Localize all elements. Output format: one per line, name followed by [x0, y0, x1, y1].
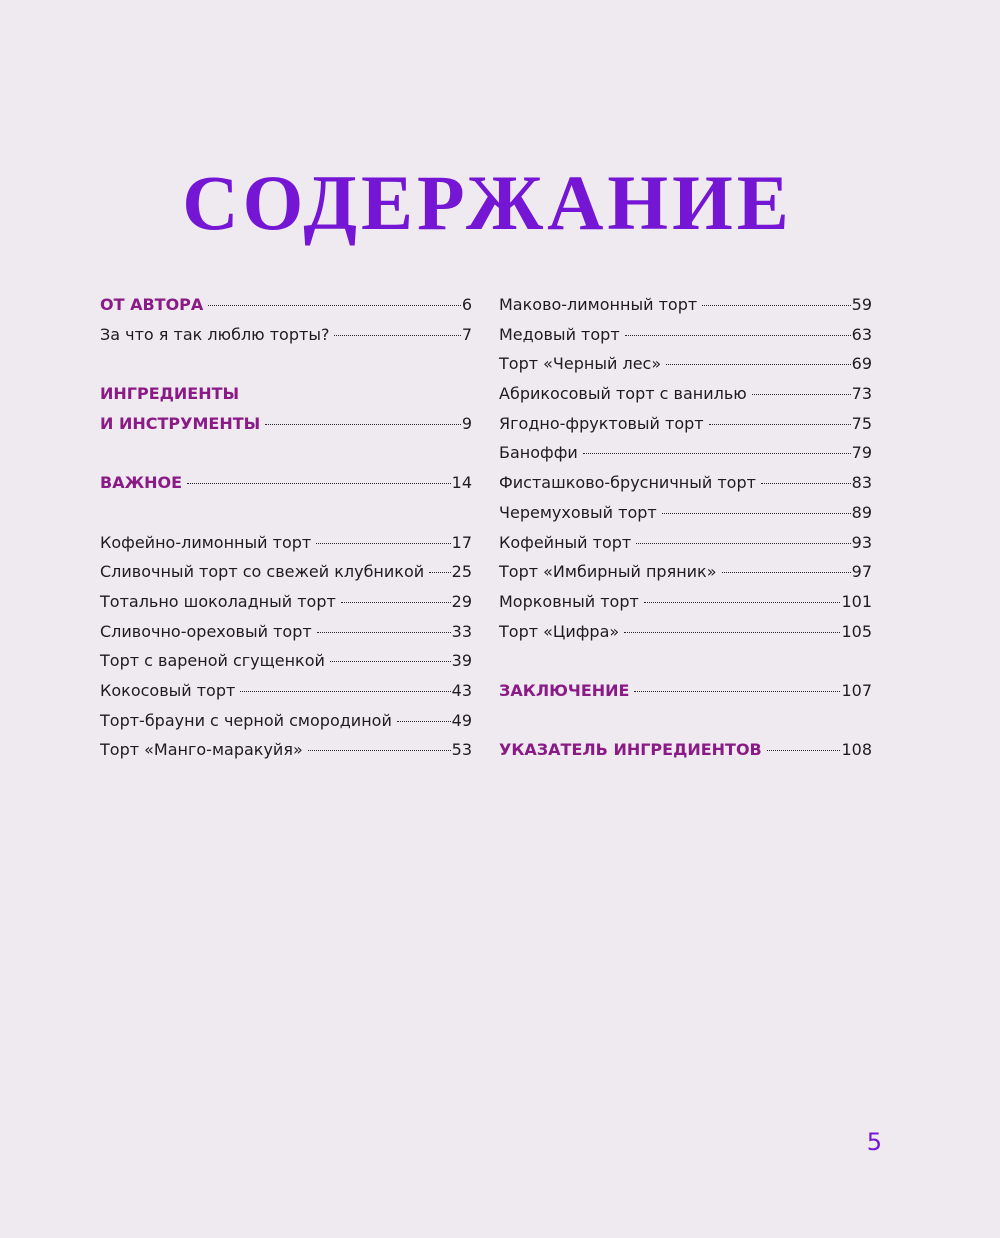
toc-entry-recipe[interactable]	[499, 320, 872, 350]
dot-leader	[308, 749, 451, 751]
toc-entry-label: ИНГРЕДИЕНТЫ	[100, 384, 240, 404]
toc-entry-label: Фисташково-брусничный торт	[499, 473, 756, 493]
dot-leader	[334, 334, 460, 336]
toc-entry-recipe[interactable]	[499, 290, 872, 320]
toc-entry-recipe[interactable]	[499, 498, 872, 528]
toc-entry-label: ВАЖНОЕ	[100, 473, 183, 493]
toc-entry-label: Баноффи	[499, 443, 578, 463]
dot-leader	[761, 482, 851, 484]
toc-right-column	[499, 290, 872, 765]
toc-entry-page: 33	[451, 621, 472, 641]
dot-leader	[316, 542, 450, 544]
toc-entry-page: 53	[451, 740, 472, 760]
toc-entry-label: Тотально шоколадный торт	[100, 591, 336, 611]
toc-entry-label: Черемуховый торт	[499, 502, 657, 522]
toc-entry-recipe[interactable]	[100, 587, 472, 617]
toc-entry-page: 73	[851, 384, 872, 404]
spacer	[100, 349, 472, 379]
toc-entry-recipe[interactable]	[100, 528, 472, 558]
toc-entry-page: 89	[851, 502, 872, 522]
page-title: СОДЕРЖАНИЕ	[182, 159, 793, 247]
toc-entry-label: Торт «Манго-маракуйя»	[100, 740, 303, 760]
dot-leader	[624, 631, 840, 633]
toc-entry-page: 105	[841, 621, 872, 641]
toc-entry-from-author[interactable]	[100, 290, 472, 320]
toc-entry-label: Сливочно-ореховый торт	[100, 621, 312, 641]
toc-entry-page: 97	[851, 562, 872, 582]
toc-entry-page: 63	[851, 324, 872, 344]
toc-entry-page: 107	[841, 680, 872, 700]
toc-entry-ingredients-tools[interactable]	[100, 409, 472, 439]
dot-leader	[187, 482, 451, 484]
toc-entry-label: УКАЗАТЕЛЬ ИНГРЕДИЕНТОВ	[499, 740, 762, 760]
toc-entry-page: 25	[451, 562, 472, 582]
toc-entry-recipe[interactable]	[499, 617, 872, 647]
dot-leader	[644, 601, 841, 603]
toc-entry-page: 7	[461, 324, 472, 344]
toc-entry-label: Кофейно-лимонный торт	[100, 532, 312, 552]
toc-entry-label: Торт «Цифра»	[499, 621, 620, 641]
toc-entry-page: 49	[451, 710, 472, 730]
toc-entry-why-i-love-cakes[interactable]	[100, 320, 472, 350]
toc-entry-label: Кофейный торт	[499, 532, 632, 552]
toc-entry-page: 17	[451, 532, 472, 552]
dot-leader	[397, 720, 451, 722]
toc-entry-page: 69	[851, 354, 872, 374]
toc-entry-label: Морковный торт	[499, 591, 639, 611]
toc-entry-recipe[interactable]	[100, 617, 472, 647]
dot-leader	[767, 749, 841, 751]
dot-leader	[634, 690, 840, 692]
toc-entry-page: 75	[851, 413, 872, 433]
dot-leader	[240, 690, 450, 692]
toc-entry-recipe[interactable]	[499, 587, 872, 617]
dot-leader	[636, 542, 850, 544]
toc-entry-recipe[interactable]	[499, 557, 872, 587]
toc-entry-page: 93	[851, 532, 872, 552]
toc-entry-recipe[interactable]	[499, 409, 872, 439]
toc-entry-ingredients-heading[interactable]	[100, 379, 472, 409]
spacer	[499, 706, 872, 736]
toc-entry-label: Сливочный торт со свежей клубникой	[100, 562, 425, 582]
dot-leader	[208, 304, 461, 306]
toc-entry-page: 39	[451, 651, 472, 671]
toc-entry-conclusion[interactable]	[499, 676, 872, 706]
toc-entry-recipe[interactable]	[499, 468, 872, 498]
toc-entry-recipe[interactable]	[499, 349, 872, 379]
toc-entry-page: 9	[461, 413, 472, 433]
dot-leader	[625, 334, 851, 336]
toc-entry-recipe[interactable]	[100, 676, 472, 706]
spacer	[499, 646, 872, 676]
toc-entry-page: 101	[841, 591, 872, 611]
toc-entry-label: Торт «Черный лес»	[499, 354, 662, 374]
toc-entry-label: Ягодно-фруктовый торт	[499, 413, 704, 433]
toc-entry-recipe[interactable]	[499, 528, 872, 558]
toc-entry-label: Медовый торт	[499, 324, 620, 344]
dot-leader	[752, 393, 851, 395]
toc-entry-page: 59	[851, 295, 872, 314]
dot-leader	[341, 601, 451, 603]
toc-entry-label: Кокосовый торт	[100, 680, 236, 700]
toc-entry-page: 29	[451, 591, 472, 611]
toc-entry-page: 83	[851, 473, 872, 493]
toc-entry-label: За что я так люблю торты?	[100, 324, 330, 344]
dot-leader	[666, 363, 851, 365]
toc-left-column	[100, 290, 472, 765]
toc-entry-label: Торт «Имбирный пряник»	[499, 562, 717, 582]
spacer	[100, 498, 472, 528]
toc-entry-ingredient-index[interactable]	[499, 735, 872, 765]
toc-entry-recipe[interactable]	[499, 379, 872, 409]
dot-leader	[709, 423, 851, 425]
dot-leader	[265, 423, 461, 425]
toc-entry-recipe[interactable]	[100, 735, 472, 765]
dot-leader	[330, 660, 451, 662]
toc-entry-recipe[interactable]	[499, 438, 872, 468]
toc-entry-page: 108	[841, 740, 872, 760]
dot-leader	[662, 512, 851, 514]
dot-leader	[702, 304, 850, 306]
toc-entry-label: И ИНСТРУМЕНТЫ	[100, 413, 261, 433]
toc-entry-important[interactable]	[100, 468, 472, 498]
dot-leader	[317, 631, 451, 633]
toc-entry-page: 79	[851, 443, 872, 463]
toc-entry-page: 6	[461, 295, 472, 314]
page-number: 5	[866, 1128, 882, 1156]
dot-leader	[429, 571, 451, 573]
toc-entry-label: ЗАКЛЮЧЕНИЕ	[499, 680, 630, 700]
toc-entry-label: Торт с вареной сгущенкой	[100, 651, 325, 671]
toc-entry-label: Абрикосовый торт с ванилью	[499, 384, 747, 404]
toc-entry-label: Торт-брауни с черной смородиной	[100, 710, 392, 730]
toc-entry-recipe[interactable]	[100, 706, 472, 736]
toc-entry-page: 14	[451, 473, 472, 493]
toc-entry-label: Маково-лимонный торт	[499, 295, 698, 314]
dot-leader	[583, 452, 851, 454]
toc-entry-page: 43	[451, 680, 472, 700]
toc-entry-recipe[interactable]	[100, 646, 472, 676]
dot-leader	[722, 571, 851, 573]
spacer	[100, 438, 472, 468]
toc-entry-label: ОТ АВТОРА	[100, 295, 204, 314]
toc-entry-recipe[interactable]	[100, 557, 472, 587]
